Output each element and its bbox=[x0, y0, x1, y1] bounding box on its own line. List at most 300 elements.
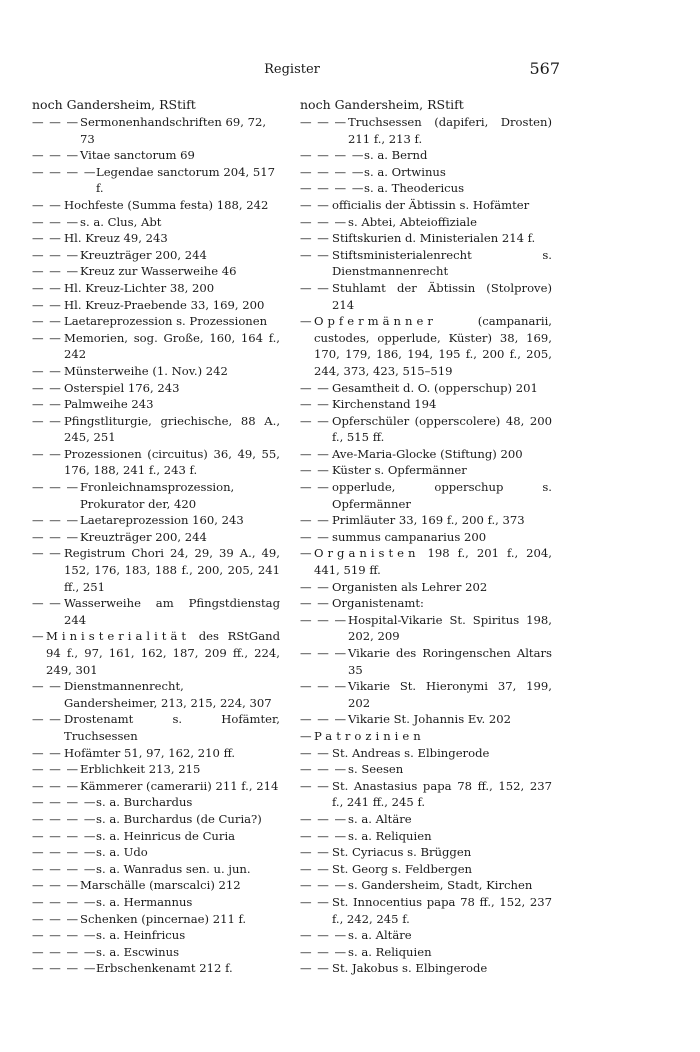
entry-text bbox=[80, 529, 280, 546]
entry-ref: s. a. Heinricus de Curia bbox=[96, 828, 236, 843]
dash-leader: — — — — bbox=[32, 845, 97, 860]
index-entry bbox=[300, 728, 552, 745]
index-entry bbox=[300, 479, 552, 512]
entry-text bbox=[364, 147, 552, 164]
entry-text bbox=[96, 794, 280, 811]
entry-text bbox=[332, 462, 552, 479]
entry-text bbox=[348, 214, 552, 231]
entry-ref: officialis der Äbtissin s. Hofämter bbox=[332, 197, 530, 212]
entry-ref: s. a. Altäre bbox=[348, 811, 412, 826]
index-entry bbox=[300, 545, 552, 578]
dash-leader: — — bbox=[32, 280, 62, 295]
entry-text bbox=[332, 778, 552, 811]
index-entry bbox=[300, 927, 552, 944]
entry-text bbox=[348, 711, 552, 728]
entry-ref: summus campanarius 200 bbox=[332, 529, 487, 544]
dash-leader: — — — bbox=[32, 148, 80, 163]
dash-leader: — — bbox=[32, 446, 62, 461]
index-entry bbox=[300, 678, 552, 711]
dash-leader: — — — bbox=[300, 944, 348, 959]
index-entry bbox=[300, 214, 552, 231]
entry-text bbox=[348, 877, 552, 894]
index-entry bbox=[300, 512, 552, 529]
entry-ref: Laetareprozession s. Prozessionen bbox=[64, 314, 268, 329]
entry-ref: s. a. Ortwinus bbox=[364, 164, 446, 179]
index-entry bbox=[300, 811, 552, 828]
entry-text bbox=[96, 960, 280, 977]
index-entry bbox=[32, 446, 280, 479]
dash-leader: — — bbox=[300, 745, 330, 760]
entry-text bbox=[64, 595, 280, 628]
entry-ref: Pfingstliturgie, griechische, 88 A., 245, 251 bbox=[64, 413, 280, 445]
dash-leader: — — — — bbox=[32, 164, 97, 179]
dash-leader: — — — — bbox=[300, 181, 365, 196]
entry-ref: Drostenamt s. Hofämter, Truchsessen bbox=[64, 712, 280, 743]
entry-text bbox=[332, 844, 552, 861]
entry-ref: Organistenamt: bbox=[332, 596, 424, 611]
entry-text bbox=[364, 164, 552, 181]
running-header: Register bbox=[264, 62, 320, 77]
entry-ref: s. a. Reliquien bbox=[348, 828, 432, 843]
entry-ref: St. Jakobus s. Elbingerode bbox=[332, 961, 488, 976]
entry-ref: St. Innocentius papa 78 ff., 152, 237 f., 242, 245 f. bbox=[332, 894, 552, 926]
dash-leader: — — bbox=[32, 330, 62, 345]
entry-text bbox=[64, 678, 280, 711]
entry-ref: Stiftsministerialenrecht s. Dienstmannenrecht bbox=[332, 247, 552, 279]
entry-ref: s. a. Burchardus bbox=[96, 795, 193, 810]
index-entry bbox=[32, 745, 280, 762]
entry-ref: Palmweihe 243 bbox=[64, 397, 154, 412]
index-entry bbox=[32, 479, 280, 512]
dash-leader: — — bbox=[300, 861, 330, 876]
dash-leader: — — bbox=[300, 513, 330, 528]
dash-leader: — — — bbox=[300, 811, 348, 826]
index-entry bbox=[32, 844, 280, 861]
entry-ref: s. a. Altäre bbox=[348, 928, 412, 943]
index-entry bbox=[300, 313, 552, 379]
entry-ref: St. Anastasius papa 78 ff., 152, 237 f., 241 ff., 245 f. bbox=[332, 778, 552, 810]
dash-leader: — — bbox=[32, 546, 62, 561]
dash-leader: — — bbox=[300, 961, 330, 976]
index-entry bbox=[300, 114, 552, 147]
index-entry bbox=[300, 761, 552, 778]
entry-text bbox=[332, 595, 552, 612]
index-entry bbox=[32, 944, 280, 961]
index-entry bbox=[300, 180, 552, 197]
entry-ref: Ave-Maria-Glocke (Stiftung) 200 bbox=[332, 446, 523, 461]
index-column-left bbox=[32, 96, 280, 977]
dash-leader: — — bbox=[32, 297, 62, 312]
dash-leader: — — — bbox=[32, 762, 80, 777]
dash-leader: — — bbox=[300, 446, 330, 461]
entry-text bbox=[64, 380, 280, 397]
entry-text bbox=[96, 944, 280, 961]
dash-leader: — — — — bbox=[32, 861, 97, 876]
dash-leader: — — — bbox=[300, 679, 348, 694]
entry-text bbox=[64, 280, 280, 297]
entry-text bbox=[332, 446, 552, 463]
entry-text bbox=[332, 894, 552, 927]
entry-ref: Stuhlamt der Äbtissin (Stolprove) 214 bbox=[332, 280, 552, 312]
index-entry bbox=[300, 164, 552, 181]
entry-text bbox=[348, 761, 552, 778]
entry-ref: s. a. Bernd bbox=[364, 148, 428, 163]
dash-leader: — — bbox=[300, 463, 330, 478]
dash-leader: — — bbox=[32, 197, 62, 212]
entry-text bbox=[332, 861, 552, 878]
dash-leader: — — bbox=[32, 363, 62, 378]
entry-text bbox=[96, 861, 280, 878]
entry-text bbox=[332, 396, 552, 413]
entry-ref: opperlude, opperschup s. Opfermänner bbox=[332, 480, 552, 511]
dash-leader: — — — bbox=[300, 115, 348, 129]
entry-ref: Hochfeste (Summa festa) 188, 242 bbox=[64, 197, 269, 212]
column-heading: noch Gandersheim, RStift bbox=[300, 97, 464, 112]
dash-leader: — — — bbox=[300, 612, 348, 627]
index-entry bbox=[32, 214, 280, 231]
entry-ref: Küster s. Opfermänner bbox=[332, 463, 467, 478]
entry-ref: Kreuzträger 200, 244 bbox=[80, 247, 207, 262]
index-entry bbox=[32, 396, 280, 413]
entry-ref: Vikarie St. Johannis Ev. 202 bbox=[348, 712, 512, 727]
entry-ref: s. a. Burchardus (de Curia?) bbox=[96, 811, 262, 826]
dash-leader: — — — — bbox=[32, 811, 97, 826]
dash-leader: — — bbox=[300, 894, 330, 909]
entry-text bbox=[80, 114, 280, 147]
dash-leader: — — — bbox=[32, 513, 80, 528]
entry-text bbox=[64, 711, 280, 744]
entry-ref: Dienstmannenrecht, Gandersheimer, 213, 215, 224, 307 bbox=[64, 679, 272, 710]
dash-leader: — — — — bbox=[32, 944, 97, 959]
dash-leader: — — bbox=[300, 480, 330, 495]
index-entry bbox=[32, 877, 280, 894]
index-entry bbox=[32, 247, 280, 264]
index-entry bbox=[32, 595, 280, 628]
entry-ref: s. Seesen bbox=[348, 762, 404, 777]
index-entry bbox=[300, 595, 552, 612]
entry-text bbox=[64, 230, 280, 247]
dash-leader: — — — — bbox=[300, 164, 365, 179]
index-entry bbox=[300, 944, 552, 961]
entry-text bbox=[348, 114, 552, 147]
dash-leader: — — bbox=[32, 380, 62, 395]
dash-leader: — — bbox=[300, 413, 330, 428]
index-column-right bbox=[300, 96, 552, 977]
index-entry bbox=[300, 711, 552, 728]
entry-ref: Laetareprozession 160, 243 bbox=[80, 513, 244, 528]
entry-text bbox=[332, 512, 552, 529]
entry-text bbox=[314, 728, 552, 745]
index-entry bbox=[300, 877, 552, 894]
index-entry bbox=[32, 794, 280, 811]
dash-leader: — — bbox=[32, 679, 62, 694]
entry-ref: Hl. Kreuz 49, 243 bbox=[64, 231, 168, 246]
index-entry bbox=[300, 612, 552, 645]
entry-ref: Münsterweihe (1. Nov.) 242 bbox=[64, 363, 228, 378]
entry-ref: Gesamtheit d. O. (opperschup) 201 bbox=[332, 380, 538, 395]
entry-text bbox=[96, 164, 280, 197]
entry-ref: Hospital-Vikarie St. Spiritus 198, 202, 209 bbox=[348, 612, 552, 644]
entry-text bbox=[364, 180, 552, 197]
index-entry bbox=[300, 828, 552, 845]
index-entry bbox=[32, 280, 280, 297]
entry-ref: Vitae sanctorum 69 bbox=[80, 148, 195, 163]
entry-text bbox=[332, 413, 552, 446]
dash-leader: — — — bbox=[300, 828, 348, 843]
index-entry bbox=[32, 628, 280, 678]
dash-leader: — — bbox=[300, 380, 330, 395]
dash-leader: — — — bbox=[32, 778, 80, 793]
index-entry bbox=[300, 844, 552, 861]
entry-text bbox=[348, 828, 552, 845]
spaced-heading: Organisten bbox=[314, 546, 420, 561]
entry-text bbox=[332, 247, 552, 280]
entry-ref: Schenken (pincernae) 211 f. bbox=[80, 911, 247, 926]
dash-leader: — — — bbox=[32, 247, 80, 262]
entry-ref: St. Andreas s. Elbingerode bbox=[332, 745, 490, 760]
entry-ref: s. a. Wanradus sen. u. jun. bbox=[96, 861, 251, 876]
entry-list bbox=[32, 114, 280, 977]
index-entry bbox=[32, 230, 280, 247]
entry-text bbox=[64, 446, 280, 479]
entry-text bbox=[314, 313, 552, 379]
entry-ref: Hl. Kreuz-Praebende 33, 169, 200 bbox=[64, 297, 265, 312]
entry-ref: Fronleichnamsprozession, Prokurator der, 420 bbox=[80, 480, 235, 511]
entry-text bbox=[80, 263, 280, 280]
dash-leader: — — — bbox=[300, 214, 348, 229]
index-entry bbox=[32, 545, 280, 595]
dash-leader: — bbox=[300, 728, 313, 743]
index-entry bbox=[32, 380, 280, 397]
entry-ref: s. a. Reliquien bbox=[348, 944, 432, 959]
entry-text bbox=[96, 828, 280, 845]
entry-text bbox=[64, 330, 280, 363]
dash-leader: — — bbox=[300, 197, 330, 212]
entry-ref: s. a. Escwinus bbox=[96, 944, 180, 959]
dash-leader: — — — bbox=[300, 712, 348, 727]
entry-text bbox=[96, 894, 280, 911]
dash-leader: — — — bbox=[32, 529, 80, 544]
index-entry bbox=[300, 147, 552, 164]
dash-leader: — — bbox=[32, 596, 62, 611]
dash-leader: — — bbox=[300, 280, 330, 295]
entry-text bbox=[332, 479, 552, 512]
entry-text bbox=[348, 612, 552, 645]
entry-text bbox=[80, 877, 280, 894]
entry-ref: Hl. Kreuz-Lichter 38, 200 bbox=[64, 280, 215, 295]
entry-text bbox=[332, 197, 552, 214]
index-entry bbox=[32, 927, 280, 944]
entry-text bbox=[64, 413, 280, 446]
entry-ref: Vikarie St. Hieronymi 37, 199, 202 bbox=[348, 679, 552, 710]
entry-ref: s. a. Udo bbox=[96, 845, 148, 860]
entry-text bbox=[348, 927, 552, 944]
dash-leader: — bbox=[32, 629, 45, 644]
entry-text bbox=[332, 960, 552, 977]
index-entry bbox=[32, 811, 280, 828]
entry-ref: (campanarii, custodes, opperlude, Küster) 38, 169, 170, 179, 186, 194, 195 f., 200 f., 205, 244, 373, 423, 515–519 bbox=[314, 314, 552, 378]
dash-leader: — — — bbox=[300, 928, 348, 943]
entry-text bbox=[80, 147, 280, 164]
entry-text bbox=[332, 579, 552, 596]
dash-leader: — — — bbox=[300, 646, 348, 660]
index-entry bbox=[32, 263, 280, 280]
entry-ref: s. a. Clus, Abt bbox=[80, 214, 162, 229]
index-entry bbox=[32, 363, 280, 380]
index-entry bbox=[32, 297, 280, 314]
entry-ref: Registrum Chori 24, 29, 39 A., 49, 152, 176, 183, 188 f., 200, 205, 241 ff., 251 bbox=[64, 546, 280, 594]
dash-leader: — — bbox=[300, 231, 330, 246]
entry-ref: s. Gandersheim, Stadt, Kirchen bbox=[348, 878, 533, 893]
entry-text bbox=[64, 197, 280, 214]
entry-text bbox=[348, 678, 552, 711]
entry-ref: St. Georg s. Feldbergen bbox=[332, 861, 473, 876]
entry-text bbox=[80, 778, 280, 795]
entry-ref: s. Abtei, Abteioffiziale bbox=[348, 214, 477, 229]
index-entry bbox=[32, 711, 280, 744]
index-entry bbox=[300, 197, 552, 214]
index-entry bbox=[300, 462, 552, 479]
index-entry bbox=[300, 247, 552, 280]
index-entry bbox=[32, 761, 280, 778]
dash-leader: — — bbox=[32, 712, 62, 727]
index-entry bbox=[32, 529, 280, 546]
entry-ref: Sermonenhandschriften 69, 72, 73 bbox=[80, 115, 267, 146]
entry-ref: Legendae sanctorum 204, 517 f. bbox=[96, 164, 275, 196]
entry-ref: Stiftskurien d. Ministerialen 214 f. bbox=[332, 231, 536, 246]
index-entry bbox=[32, 413, 280, 446]
dash-leader: — — — bbox=[32, 878, 80, 893]
entry-text bbox=[80, 512, 280, 529]
dash-leader: — — bbox=[300, 845, 330, 860]
index-entry bbox=[300, 960, 552, 977]
entry-text bbox=[332, 230, 552, 247]
dash-leader: — — — — bbox=[32, 828, 97, 843]
index-entry bbox=[32, 960, 280, 977]
entry-text bbox=[80, 911, 280, 928]
entry-ref: Kämmerer (camerarii) 211 f., 214 bbox=[80, 778, 279, 793]
entry-ref: Prozessionen (circuitus) 36, 49, 55, 176, 188, 241 f., 243 f. bbox=[64, 446, 280, 478]
entry-ref: Hofämter 51, 97, 162, 210 ff. bbox=[64, 745, 236, 760]
entry-ref: Erblichkeit 213, 215 bbox=[80, 762, 201, 777]
entry-ref: des RStGand 94 f., 97, 161, 162, 187, 209 ff., 224, 249, 301 bbox=[46, 629, 280, 677]
index-entry bbox=[32, 164, 280, 197]
dash-leader: — — bbox=[300, 596, 330, 611]
entry-text bbox=[96, 844, 280, 861]
entry-ref: Primläuter 33, 169 f., 200 f., 373 bbox=[332, 513, 525, 528]
entry-text bbox=[64, 545, 280, 595]
dash-leader: — — bbox=[32, 745, 62, 760]
dash-leader: — — bbox=[32, 231, 62, 246]
index-entry bbox=[32, 147, 280, 164]
dash-leader: — — — — bbox=[32, 961, 97, 976]
entry-list bbox=[300, 114, 552, 977]
entry-text bbox=[64, 297, 280, 314]
entry-text bbox=[332, 529, 552, 546]
dash-leader: — — — — bbox=[32, 928, 97, 943]
index-entry bbox=[300, 861, 552, 878]
page-number: 567 bbox=[529, 59, 560, 78]
index-entry bbox=[32, 114, 280, 147]
entry-ref: Memorien, sog. Große, 160, 164 f., 242 bbox=[64, 330, 280, 362]
column-heading: noch Gandersheim, RStift bbox=[32, 97, 196, 112]
entry-ref: Kreuz zur Wasserweihe 46 bbox=[80, 264, 237, 279]
index-entry bbox=[32, 778, 280, 795]
entry-text bbox=[348, 811, 552, 828]
index-entry bbox=[32, 911, 280, 928]
dash-leader: — — — — bbox=[32, 894, 97, 909]
spaced-heading: Ministerialität bbox=[46, 629, 191, 644]
dash-leader: — bbox=[300, 546, 313, 561]
dash-leader: — — — bbox=[300, 762, 348, 777]
entry-text bbox=[314, 545, 552, 578]
index-entry bbox=[300, 579, 552, 596]
dash-leader: — — — bbox=[32, 480, 80, 495]
entry-text bbox=[80, 214, 280, 231]
spaced-heading: Patrozinien bbox=[314, 728, 425, 743]
index-entry bbox=[32, 313, 280, 330]
spaced-heading: Opfermänner bbox=[314, 314, 437, 329]
entry-text bbox=[80, 247, 280, 264]
dash-leader: — — — — bbox=[32, 795, 97, 810]
dash-leader: — — — bbox=[300, 878, 348, 893]
dash-leader: — — bbox=[300, 579, 330, 594]
index-entry bbox=[300, 280, 552, 313]
dash-leader: — — — bbox=[32, 911, 80, 926]
index-entry bbox=[300, 778, 552, 811]
entry-text bbox=[64, 745, 280, 762]
index-entry bbox=[300, 645, 552, 678]
index-entry bbox=[32, 197, 280, 214]
entry-ref: Wasserweihe am Pfingstdienstag 244 bbox=[64, 596, 280, 627]
entry-ref: s. a. Heinfricus bbox=[96, 928, 186, 943]
index-entry bbox=[300, 894, 552, 927]
entry-text bbox=[348, 944, 552, 961]
index-entry bbox=[300, 529, 552, 546]
entry-text bbox=[332, 745, 552, 762]
index-entry bbox=[32, 678, 280, 711]
entry-text bbox=[46, 628, 280, 678]
entry-text bbox=[80, 761, 280, 778]
entry-ref: Kreuzträger 200, 244 bbox=[80, 529, 207, 544]
entry-text bbox=[80, 479, 280, 512]
entry-ref: s. a. Hermannus bbox=[96, 894, 193, 909]
entry-ref: Organisten als Lehrer 202 bbox=[332, 579, 488, 594]
entry-text bbox=[64, 313, 280, 330]
dash-leader: — — — bbox=[32, 264, 80, 279]
dash-leader: — — — bbox=[32, 214, 80, 229]
index-entry bbox=[32, 330, 280, 363]
index-entry bbox=[32, 512, 280, 529]
index-entry bbox=[300, 230, 552, 247]
dash-leader: — — bbox=[300, 397, 330, 412]
entry-ref: Vikarie des Roringenschen Altars 35 bbox=[348, 646, 552, 677]
index-entry bbox=[300, 413, 552, 446]
dash-leader: — — bbox=[32, 397, 62, 412]
entry-text bbox=[332, 280, 552, 313]
index-entry bbox=[300, 396, 552, 413]
dash-leader: — — bbox=[300, 247, 330, 262]
dash-leader: — — bbox=[300, 529, 330, 544]
dash-leader: — — — — bbox=[300, 148, 365, 163]
entry-ref: Osterspiel 176, 243 bbox=[64, 380, 180, 395]
entry-ref: Truchsessen (dapiferi, Drosten) 211 f., 213 f. bbox=[348, 115, 552, 146]
entry-ref: Opferschüler (opperscolere) 48, 200 f., 515 ff. bbox=[332, 413, 552, 445]
index-entry bbox=[300, 446, 552, 463]
entry-text bbox=[96, 811, 280, 828]
entry-ref: Marschälle (marscalci) 212 bbox=[80, 878, 241, 893]
dash-leader: — bbox=[300, 314, 313, 329]
